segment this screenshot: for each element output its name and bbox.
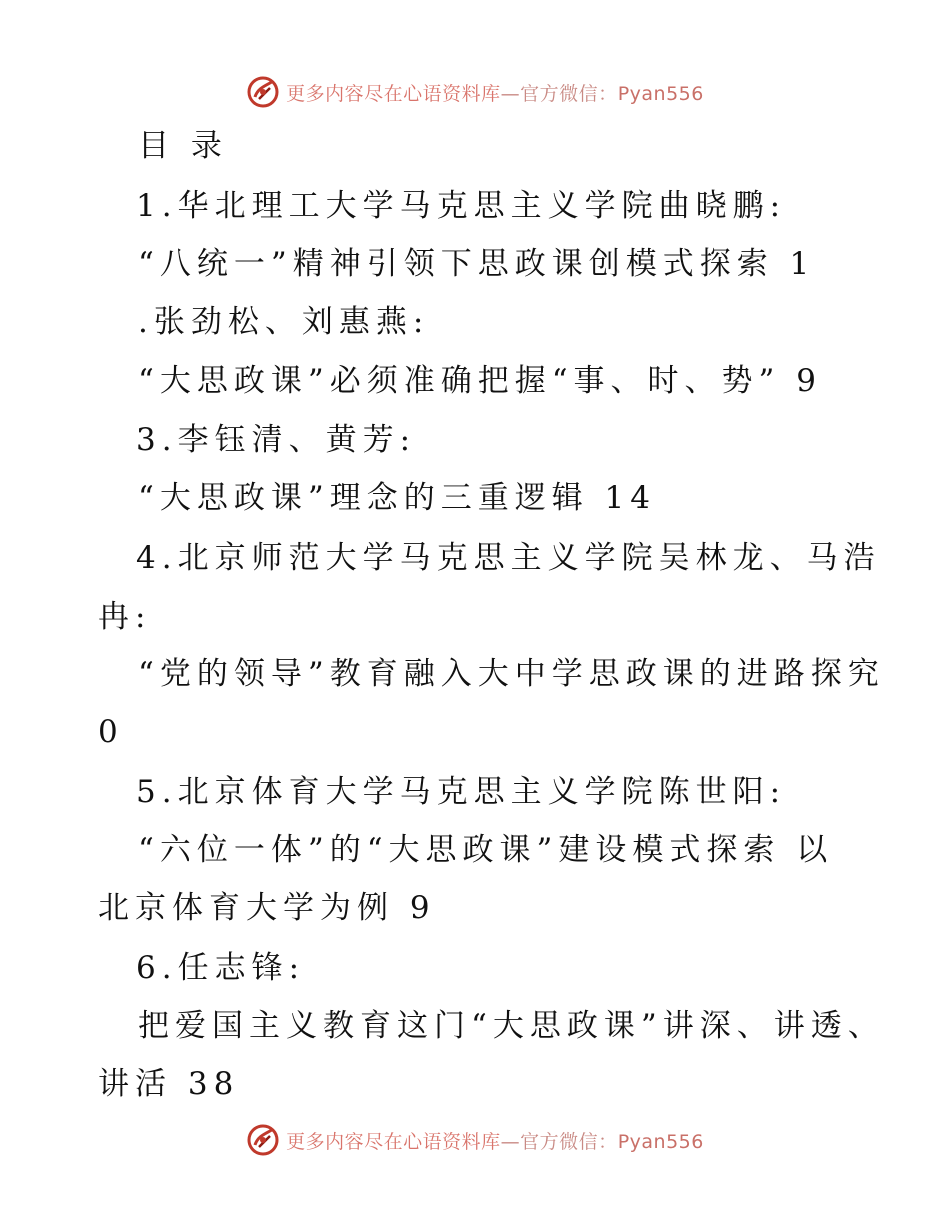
watermark-top [0, 72, 950, 112]
toc-line: 3.李钰清、黄芳: [136, 422, 417, 458]
toc-line: “党的领导”教育融入大中学思政课的进路探究 [138, 656, 885, 692]
watermark-brand: 更多内容尽在心语资料库 [286, 82, 501, 105]
toc-line: 4.北京师范大学马克思主义学院吴林龙、马浩 [136, 540, 881, 576]
watermark-official-label: 官方微信： [520, 1130, 618, 1153]
logo-icon [246, 1123, 280, 1157]
watermark-brand: 更多内容尽在心语资料库 [286, 1130, 501, 1153]
watermark-wechat-id: Pyan556 [617, 1130, 704, 1153]
toc-line: .张劲松、刘惠燕: [138, 304, 430, 340]
watermark-separator: — [500, 82, 521, 105]
toc-line: 讲活 38 [98, 1066, 240, 1102]
watermark-wechat-id: Pyan556 [617, 82, 704, 105]
watermark-official-label: 官方微信： [520, 82, 618, 105]
toc-line: 0 [98, 714, 124, 750]
toc-line: 北京体育大学为例 9 [98, 890, 436, 926]
toc-line: 1.华北理工大学马克思主义学院曲晓鹏: [136, 188, 787, 224]
watermark-separator: — [500, 1130, 521, 1153]
toc-line: “大思政课”必须准确把握“事、时、势” 9 [138, 363, 822, 399]
watermark-bottom [0, 1120, 950, 1160]
toc-line: 把爱国主义教育这门“大思政课”讲深、讲透、 [138, 1008, 885, 1044]
toc-line: “六位一体”的“大思政课”建设模式探索 以 [138, 832, 834, 868]
logo-icon [246, 75, 280, 109]
toc-title: 目 录 [138, 128, 228, 164]
toc-line: 5.北京体育大学马克思主义学院陈世阳: [136, 774, 787, 810]
toc-line: 冉: [98, 599, 152, 635]
toc-line: 6.任志锋: [136, 950, 306, 986]
watermark-text [286, 79, 704, 106]
watermark-text [286, 1127, 704, 1154]
toc-line: “大思政课”理念的三重逻辑 14 [138, 480, 656, 516]
toc-line: “八统一”精神引领下思政课创模式探索 1 [138, 246, 816, 282]
